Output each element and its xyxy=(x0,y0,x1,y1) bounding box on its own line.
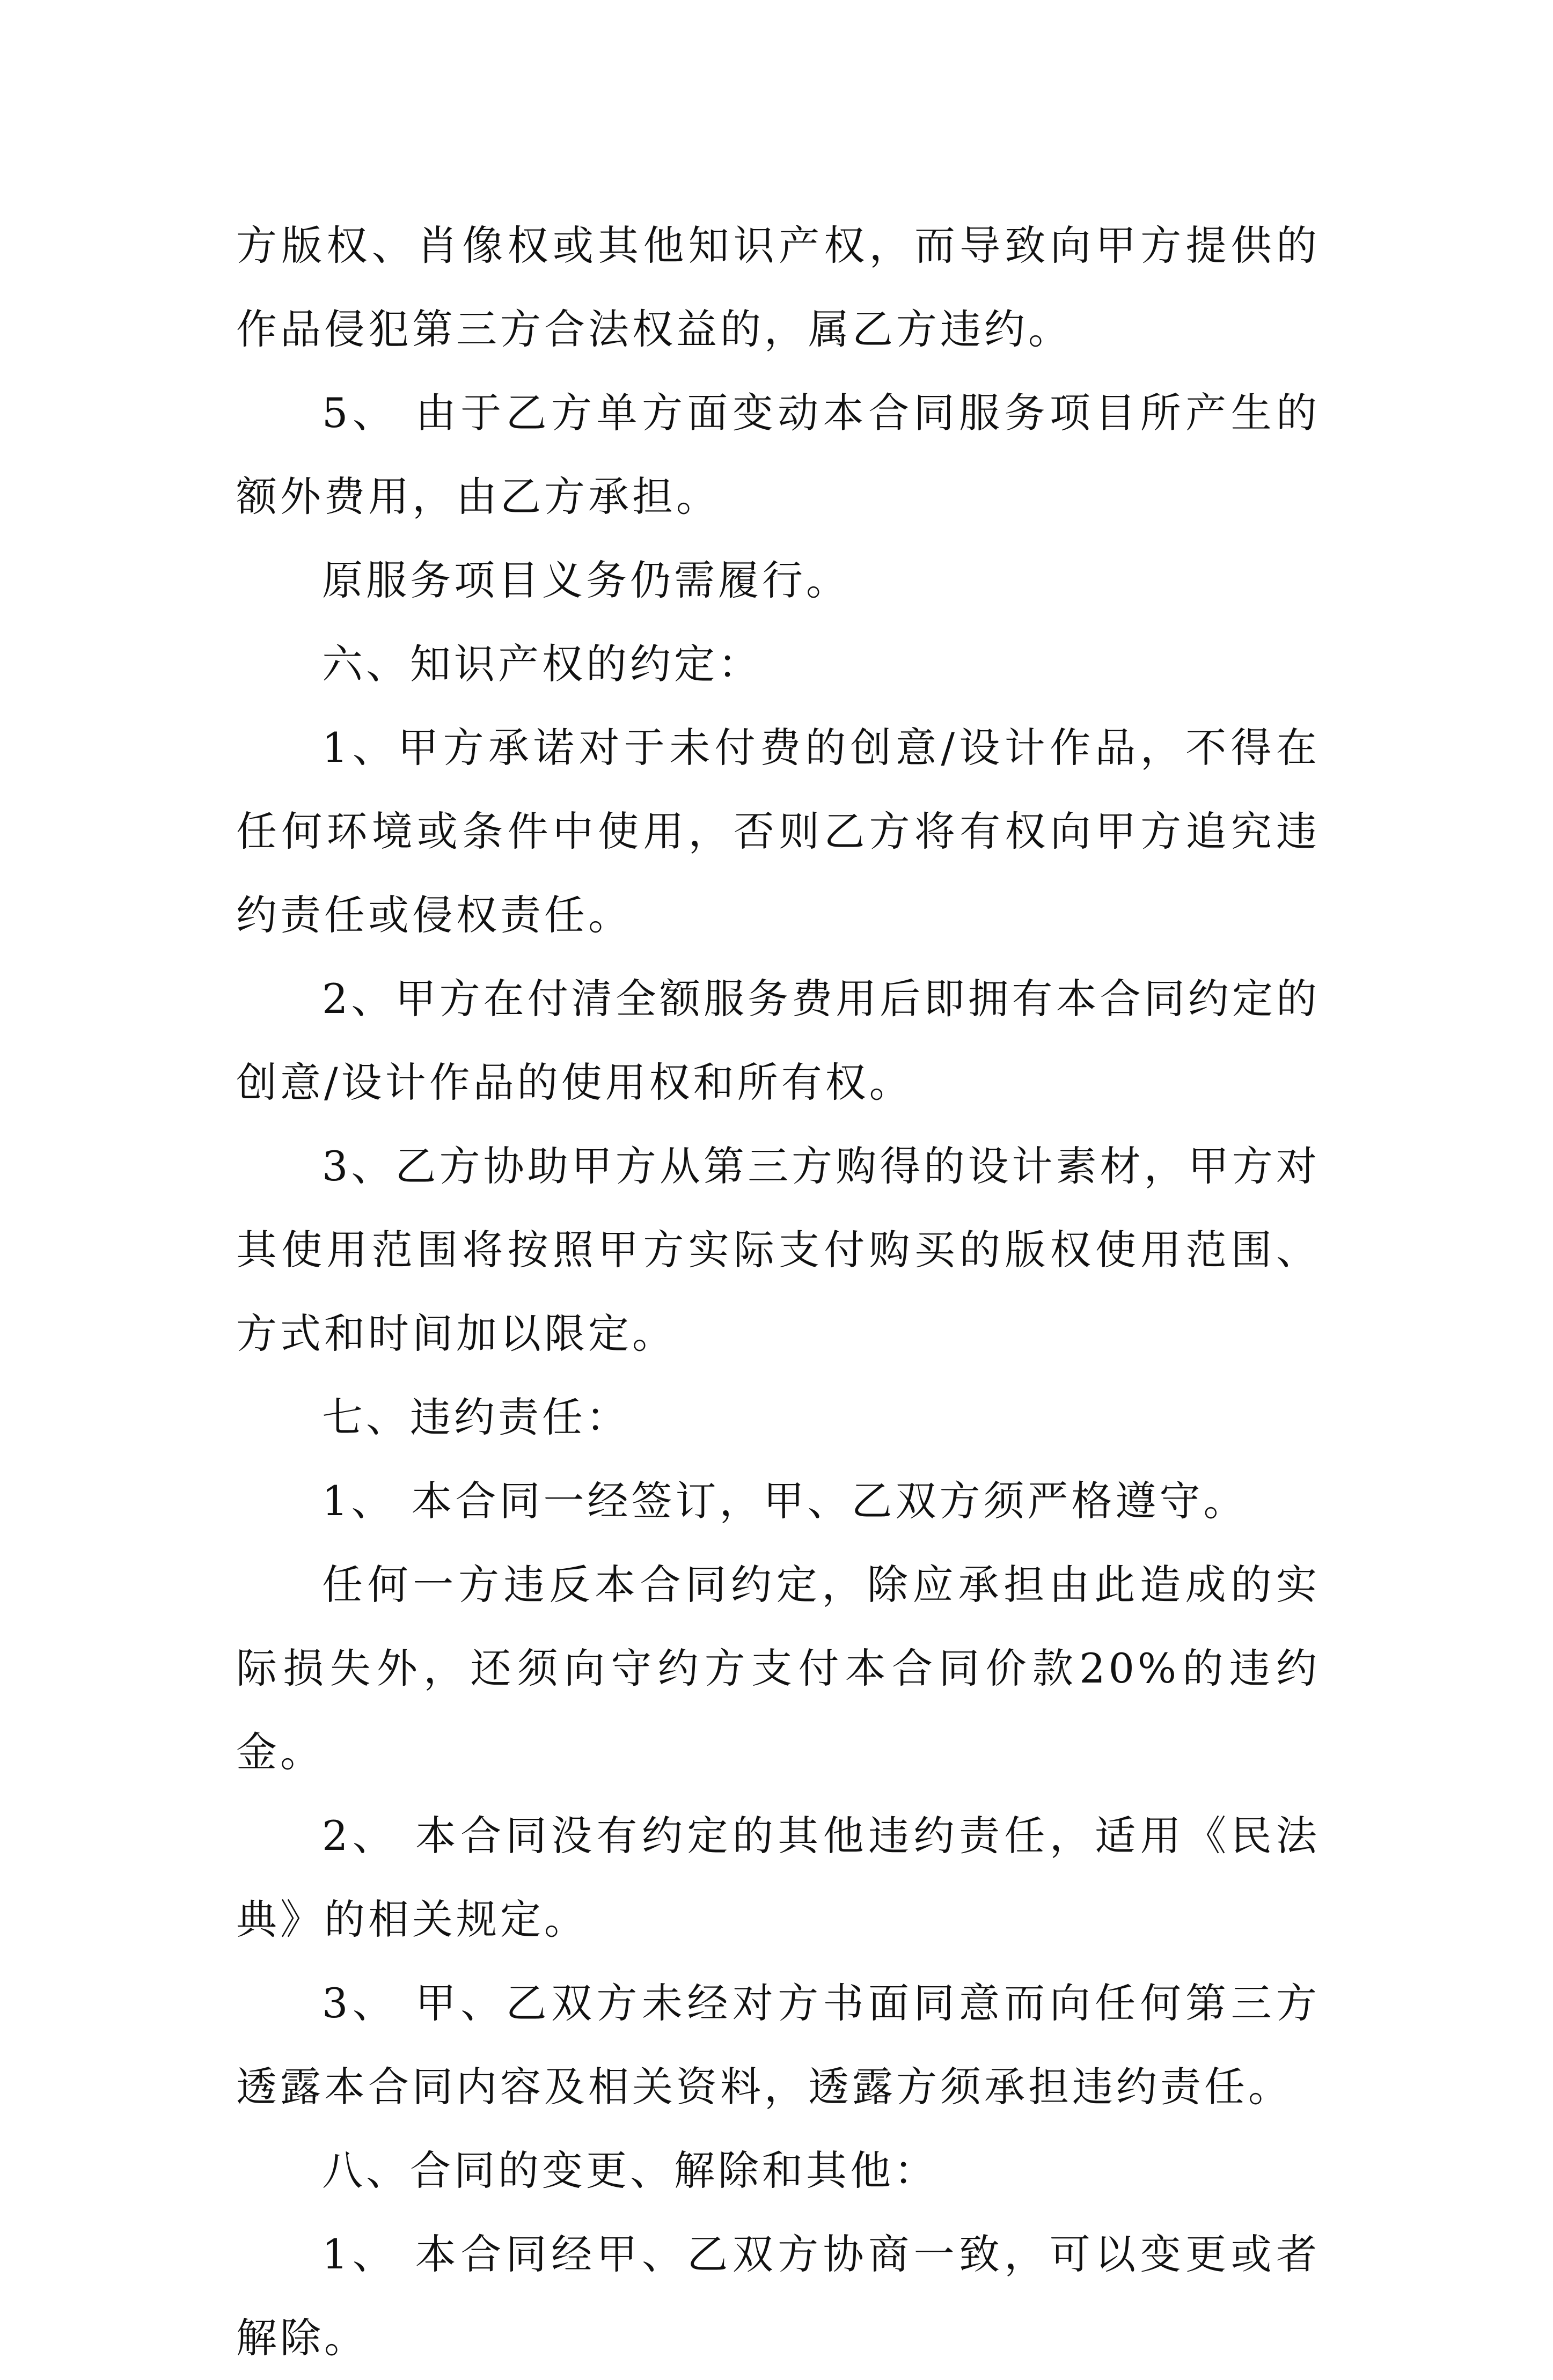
section-heading-changes: 八、合同的变更、解除和其他： xyxy=(322,2147,938,2194)
paragraph-liability-3: 3、 甲、乙双方未经对方书面同意而向任何第三方透露本合同内容及相关资料，透露方须承担违约责任。 xyxy=(236,1979,1320,2111)
paragraph-liability-1: 1、 本合同一经签订，甲、乙双方须严格遵守。 xyxy=(322,1477,1248,1525)
paragraph-continuation: 方版权、肖像权或其他知识产权，而导致向甲方提供的作品侵犯第三方合法权益的，属乙方违约。 xyxy=(236,222,1320,353)
paragraph-liability-penalty: 任何一方违反本合同约定，除应承担由此造成的实际损失外，还须向守约方支付本合同价款20%的违约金。 xyxy=(236,1561,1320,1776)
paragraph-clause-5: 5、 由于乙方单方面变动本合同服务项目所产生的额外费用，由乙方承担。 xyxy=(236,389,1320,520)
paragraph-ip-1: 1、甲方承诺对于未付费的创意/设计作品，不得在任何环境或条件中使用，否则乙方将有权向甲方追究违约责任或侵权责任。 xyxy=(236,724,1320,939)
paragraph-liability-2: 2、 本合同没有约定的其他违约责任，适用《民法典》的相关规定。 xyxy=(236,1812,1320,1943)
section-heading-ip: 六、知识产权的约定： xyxy=(322,640,762,688)
section-heading-liability: 七、违约责任： xyxy=(322,1393,630,1441)
paragraph-ip-3: 3、乙方协助甲方从第三方购得的设计素材，甲方对其使用范围将按照甲方实际支付购买的版权使用范围、方式和时间加以限定。 xyxy=(236,1142,1320,1357)
paragraph-original-obligation: 原服务项目义务仍需履行。 xyxy=(322,556,850,604)
document-body xyxy=(236,204,1320,2380)
paragraph-ip-2: 2、甲方在付清全额服务费用后即拥有本合同约定的创意/设计作品的使用权和所有权。 xyxy=(236,975,1320,1106)
paragraph-changes-1: 1、 本合同经甲、乙双方协商一致，可以变更或者解除。 xyxy=(236,2230,1320,2362)
